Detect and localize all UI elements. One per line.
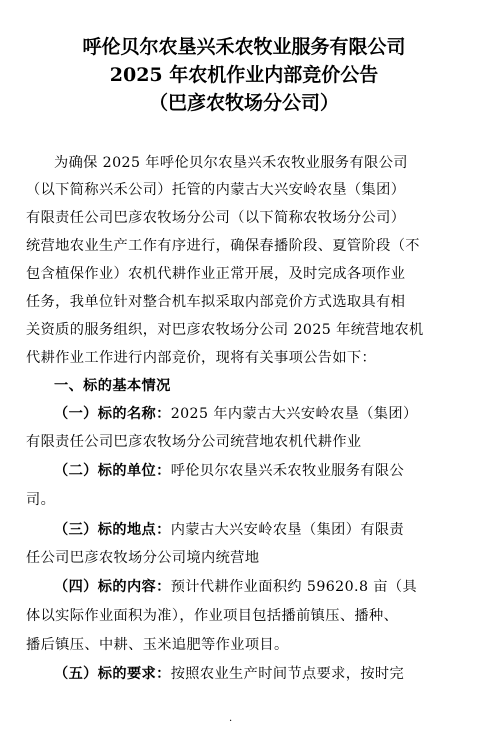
item-2-line-2: 司。 bbox=[26, 492, 56, 508]
intro-line-2: （以下简称兴禾公司）托管的内蒙古大兴安岭农垦（集团） bbox=[26, 182, 406, 198]
intro-line-3: 有限责任公司巴彦农牧场分公司（以下简称农牧场分公司） bbox=[26, 210, 406, 226]
item-1-text: 2025 年内蒙古大兴安岭农垦（集团） bbox=[170, 406, 418, 422]
intro-line-5: 包含植保作业）农机代耕作业正常开展，及时完成各项作业 bbox=[26, 266, 406, 282]
item-3-label: （三）标的地点： bbox=[54, 522, 171, 538]
intro-line-7: 关资质的服务组织，对巴彦农牧场分公司 2025 年统营地农机 bbox=[26, 322, 424, 338]
item-5-text: 按照农业生产时间节点要求，按时完 bbox=[170, 666, 405, 682]
item-3-text: 内蒙古大兴安岭农垦（集团）有限责 bbox=[170, 522, 405, 538]
item-1-line-1 bbox=[54, 404, 488, 424]
item-1-label: （一）标的名称： bbox=[54, 406, 171, 422]
doc-title-line-3: （巴彦农牧场分公司） bbox=[148, 92, 339, 114]
item-4-label: （四）标的内容： bbox=[54, 579, 171, 595]
intro-line-8: 代耕作业工作进行内部竞价，现将有关事项公告如下： bbox=[26, 350, 377, 366]
item-2-text: 呼伦贝尔农垦兴禾农牧业服务有限公 bbox=[170, 463, 405, 479]
intro-line-6: 任务，我单位针对整合机车拟采取内部竞价方式选取具有相 bbox=[26, 294, 406, 310]
item-4-line-3: 播后镇压、中耕、玉米追肥等作业项目。 bbox=[26, 637, 289, 653]
item-4-line-1 bbox=[54, 577, 488, 597]
item-1-line-2: 有限责任公司巴彦农牧场分公司统营地农机代耕作业 bbox=[26, 434, 362, 450]
item-3-line-1 bbox=[54, 520, 488, 540]
intro-line-1: 为确保 2025 年呼伦贝尔农垦兴禾农牧业服务有限公司 bbox=[54, 155, 408, 171]
page-mark: . bbox=[229, 713, 233, 724]
item-3-line-2: 任公司巴彦农牧场分公司境内统营地 bbox=[26, 550, 260, 566]
item-4-line-2: 体以实际作业面积为准），作业项目包括播前镇压、播种、 bbox=[26, 608, 399, 624]
doc-title-line-2: 2025 年农机作业内部竞价公告 bbox=[109, 64, 379, 86]
item-5-line-1 bbox=[54, 664, 488, 684]
doc-title-line-1: 呼伦贝尔农垦兴禾农牧业服务有限公司 bbox=[82, 36, 406, 58]
section-heading: 一、标的基本情况 bbox=[54, 378, 171, 394]
item-2-line-1 bbox=[54, 461, 488, 481]
item-5-label: （五）标的要求： bbox=[54, 666, 171, 682]
item-2-label: （二）标的单位： bbox=[54, 463, 171, 479]
item-4-text: 预计代耕作业面积约 59620.8 亩（具 bbox=[170, 579, 418, 595]
intro-line-4: 统营地农业生产工作有序进行，确保春播阶段、夏管阶段（不 bbox=[26, 238, 420, 254]
